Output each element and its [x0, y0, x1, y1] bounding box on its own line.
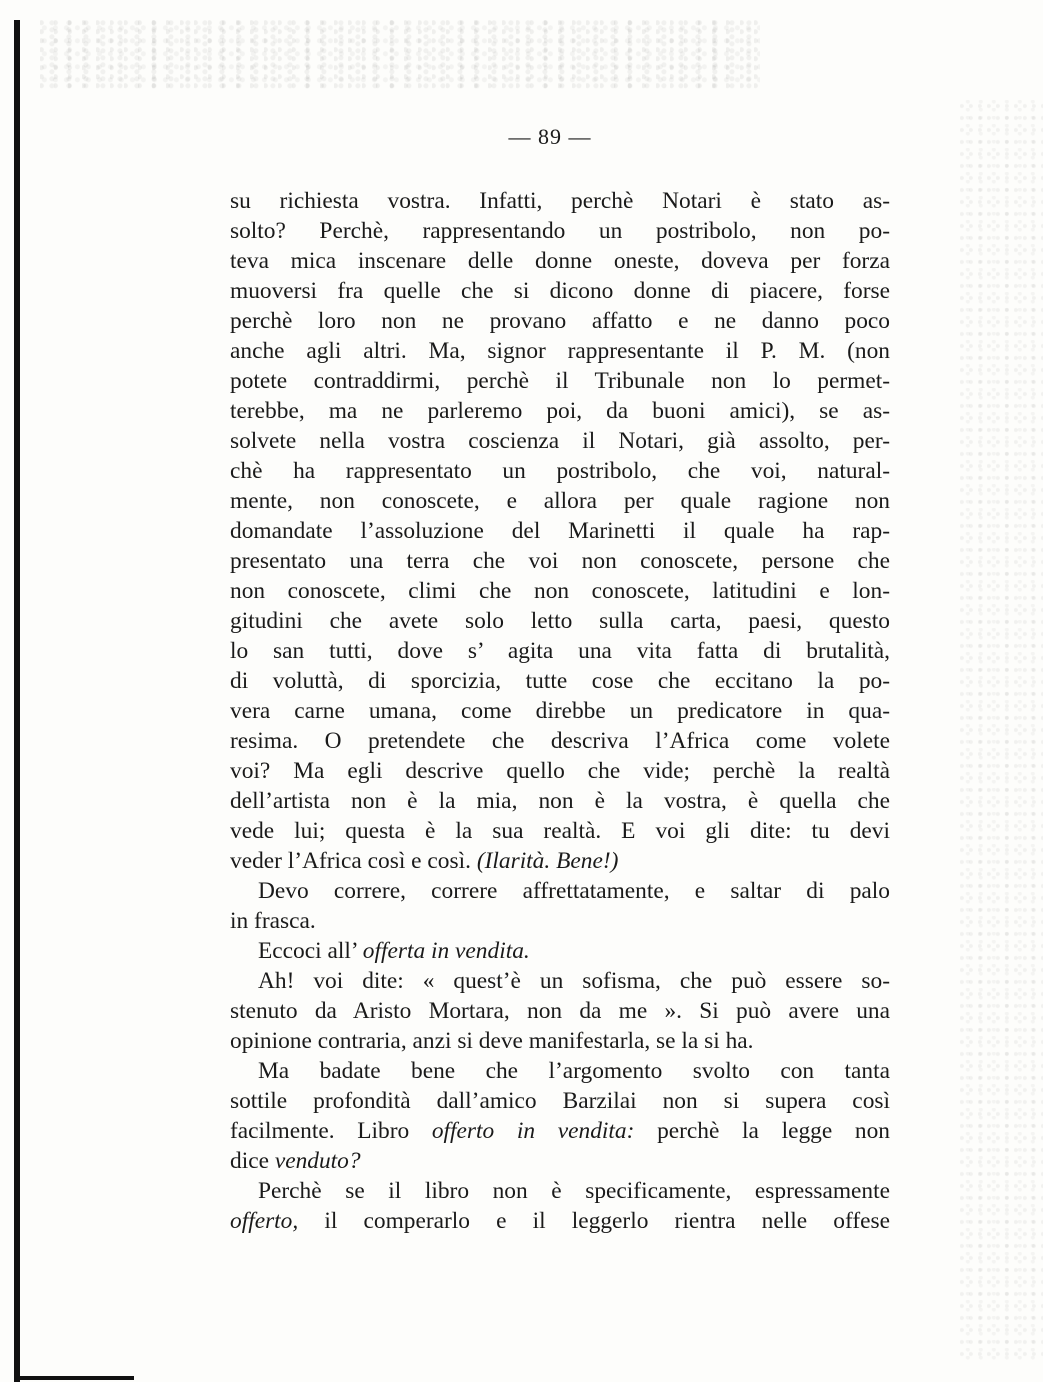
- text-line: [230, 546, 890, 576]
- text-line-italic: (Ilarità. Bene!): [476, 848, 619, 874]
- text-line-segment: mente, non conoscete, e allora per quale ragione non: [230, 488, 890, 514]
- text-line: [230, 336, 890, 366]
- text-line: [230, 636, 890, 666]
- text-line: [230, 726, 890, 756]
- text-line-segment: Devo correre, correre affrettatamente, e saltar di palo: [258, 878, 890, 904]
- text-line: [230, 996, 890, 1026]
- text-line: [230, 1086, 890, 1116]
- text-line-segment: domandate l’assoluzione del Marinetti il quale ha rap-: [230, 518, 890, 544]
- text-line: [230, 756, 890, 786]
- text-line-segment: Ma badate bene che l’argomento svolto con tanta: [258, 1058, 890, 1084]
- text-line-segment: terebbe, ma ne parleremo poi, da buoni amici), se as-: [230, 398, 890, 424]
- text-line-segment: gitudini che avete solo letto sulla carta, paesi, questo: [230, 608, 890, 634]
- text-line: [230, 186, 890, 216]
- text-line-segment: veder l’Africa così e così.: [230, 848, 471, 874]
- text-line: [230, 1056, 890, 1086]
- text-line: [230, 1116, 890, 1146]
- page-binding-edge: [14, 20, 20, 1382]
- text-line: [230, 576, 890, 606]
- text-line-segment: sottile profondità dall’amico Barzilai non si supera così: [230, 1088, 890, 1114]
- text-line: [230, 396, 890, 426]
- text-line-segment: anche agli altri. Ma, signor rappresentante il P. M. (non: [230, 338, 890, 364]
- text-line: [230, 846, 890, 876]
- scan-noise-right: [960, 100, 1043, 1360]
- text-line: [230, 1146, 890, 1176]
- text-line-segment: presentato una terra che voi non conoscete, persone che: [230, 548, 890, 574]
- text-line: [230, 1176, 890, 1206]
- text-line-italic: offerto,: [230, 1208, 299, 1234]
- text-line: [230, 786, 890, 816]
- text-line-segment: perchè loro non ne provano affatto e ne danno poco: [230, 308, 890, 334]
- text-line-segment: muoversi fra quelle che si dicono donne di piacere, forse: [230, 278, 890, 304]
- text-line-segment: non conoscete, climi che non conoscete, latitudini e lon-: [230, 578, 890, 604]
- text-line-segment: in frasca.: [230, 908, 316, 934]
- text-line-segment: teva mica inscenare delle donne oneste, doveva per forza: [230, 248, 890, 274]
- text-line-segment: di voluttà, di sporcizia, tutte cose che eccitano la po-: [230, 668, 890, 694]
- text-line-segment: stenuto da Aristo Mortara, non da me ». Si può avere una: [230, 998, 890, 1024]
- text-line-segment: lo san tutti, dove s’ agita una vita fatta di brutalità,: [230, 638, 890, 664]
- text-line-segment: Eccoci all’: [258, 938, 357, 964]
- page-number: — 89 —: [508, 124, 592, 149]
- text-line-italic: offerto in vendita:: [431, 1118, 635, 1144]
- text-line-segment: su richiesta vostra. Infatti, perchè Notari è stato as-: [230, 188, 890, 214]
- page-binding-edge-foot: [14, 1376, 134, 1380]
- text-line-segment: vede lui; questa è la sua realtà. E voi gli dite: tu devi: [230, 818, 890, 844]
- text-line-segment: potete contraddirmi, perchè il Tribunale non lo permet-: [230, 368, 890, 394]
- text-line: [230, 1026, 890, 1056]
- text-line: [230, 606, 890, 636]
- text-line: [230, 696, 890, 726]
- text-line: [230, 306, 890, 336]
- text-line-segment: resima. O pretendete che descriva l’Africa come volete: [230, 728, 890, 754]
- text-line-segment: chè ha rappresentato un postribolo, che voi, natural-: [230, 458, 890, 484]
- text-line: [230, 276, 890, 306]
- scan-noise-top: [40, 20, 760, 90]
- text-line-segment: solvete nella vostra coscienza il Notari, già assolto, per-: [230, 428, 890, 454]
- text-line-segment: opinione contraria, anzi si deve manifestarla, se la si ha.: [230, 1028, 754, 1054]
- text-line-tail: il comperarlo e il leggerlo rientra nelle offese: [324, 1208, 890, 1234]
- text-line: [230, 456, 890, 486]
- text-line: [230, 906, 890, 936]
- text-line-italic: offerta in vendita.: [362, 938, 530, 964]
- text-line: [230, 936, 890, 966]
- text-line: [230, 366, 890, 396]
- text-line-segment: Perchè se il libro non è specificamente, espressamente: [258, 1178, 890, 1204]
- text-line-segment: voi? Ma egli descrive quello che vide; perchè la realtà: [230, 758, 890, 784]
- text-line-segment: vera carne umana, come direbbe un predicatore in qua-: [230, 698, 890, 724]
- body-text: [230, 186, 890, 1236]
- text-line: [230, 516, 890, 546]
- text-line: [230, 1206, 890, 1236]
- text-line-segment: dell’artista non è la mia, non è la vostra, è quella che: [230, 788, 890, 814]
- text-line-segment: Ah! voi dite: « quest’è un sofisma, che può essere so-: [258, 968, 890, 994]
- text-line: [230, 966, 890, 996]
- text-line: [230, 666, 890, 696]
- text-line-italic: venduto?: [274, 1148, 361, 1174]
- text-line: [230, 486, 890, 516]
- text-line-segment: facilmente. Libro: [230, 1118, 410, 1144]
- text-line-segment: solto? Perchè, rappresentando un postribolo, non po-: [230, 218, 890, 244]
- text-line: [230, 426, 890, 456]
- text-line-segment: dice: [230, 1148, 269, 1174]
- text-line: [230, 816, 890, 846]
- text-line: [230, 876, 890, 906]
- text-line-tail: perchè la legge non: [657, 1118, 890, 1144]
- text-line: [230, 216, 890, 246]
- text-line: [230, 246, 890, 276]
